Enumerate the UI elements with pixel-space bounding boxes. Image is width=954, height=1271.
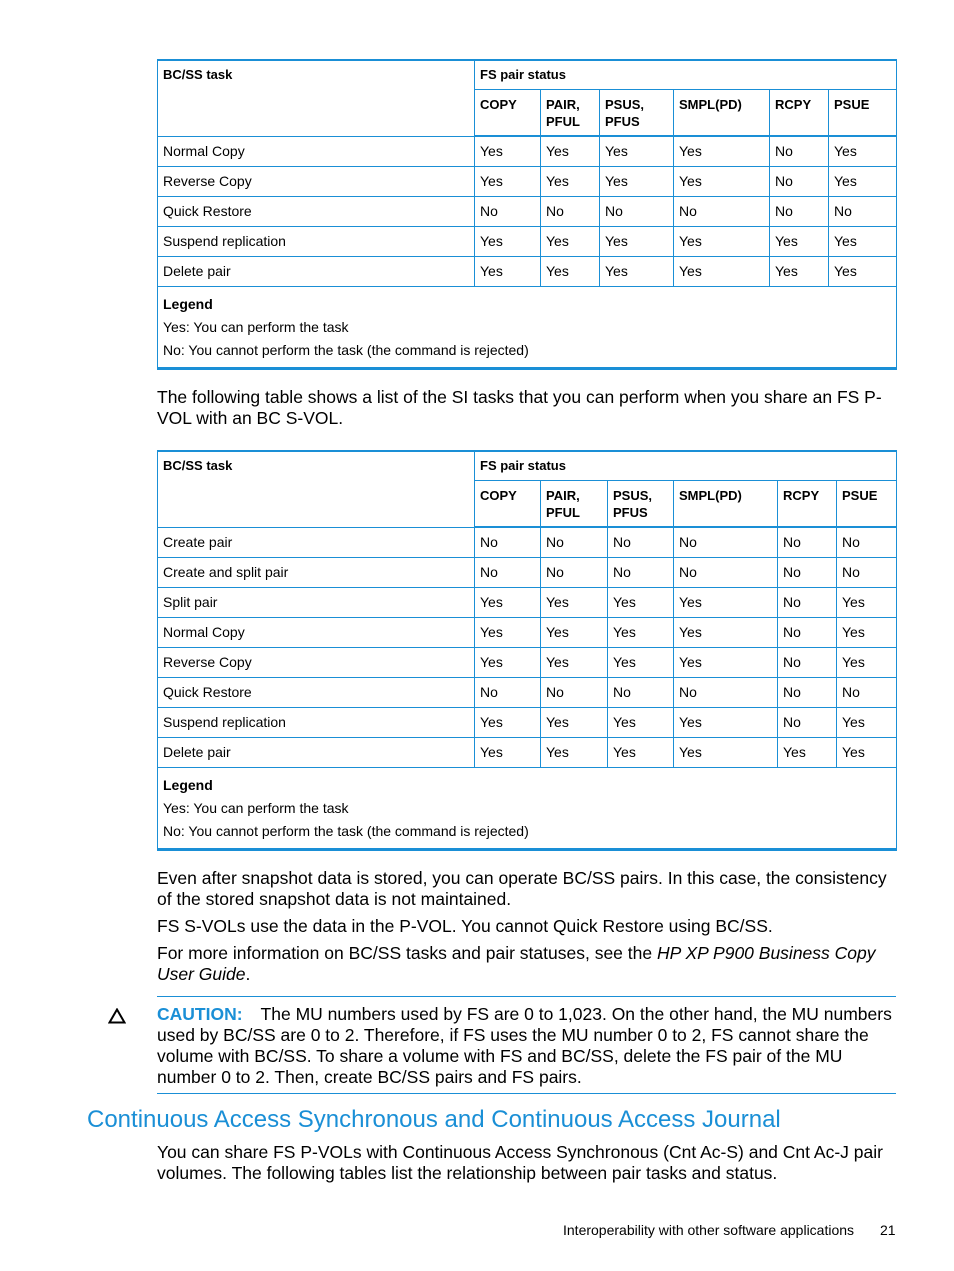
table-row — [158, 136, 897, 166]
status-cell: Yes — [829, 256, 897, 286]
task-cell: Create pair — [158, 527, 475, 557]
status-cell: No — [674, 196, 770, 226]
page-number: 21 — [880, 1222, 896, 1238]
status-cell: Yes — [541, 136, 600, 166]
status-cell: No — [778, 587, 837, 617]
task-cell: Quick Restore — [158, 196, 475, 226]
status-cell: Yes — [600, 166, 674, 196]
caution-text: The MU numbers used by FS are 0 to 1,023. On the other hand, the MU numbers used by BC/SS are 0 to 2. Therefore, if FS uses the MU number 0 to 2, FS cannot share the volume with BC/SS. To share a volume with FS and BC/SS, delete the FS pair of the MU number 0 to 2. Then, create BC/SS pairs and FS pairs. — [157, 1004, 892, 1087]
status-cell: Yes — [674, 707, 778, 737]
legend-cell — [158, 286, 897, 368]
status-cell: No — [837, 527, 897, 557]
status-cell: No — [475, 196, 541, 226]
status-cell: No — [541, 677, 608, 707]
status-cell: Yes — [608, 737, 674, 767]
status-cell: Yes — [475, 737, 541, 767]
status-cell: Yes — [837, 707, 897, 737]
table-row — [158, 677, 897, 707]
status-cell: No — [778, 617, 837, 647]
legend-no: No: You cannot perform the task (the command is rejected) — [163, 341, 529, 358]
intro-paragraph: The following table shows a list of the SI tasks that you can perform when you share an FS P-VOL with an BC S-VOL. — [157, 387, 882, 428]
status-cell: Yes — [674, 226, 770, 256]
status-col-header: COPY — [475, 480, 541, 527]
task-cell: Normal Copy — [158, 617, 475, 647]
status-col-header: RCPY — [778, 480, 837, 527]
section-intro-paragraph: You can share FS P-VOLs with Continuous Access Synchronous (Cnt Ac-S) and Cnt Ac-J pair volumes. The following tables list the relationship between pair tasks and status. — [157, 1142, 883, 1183]
status-cell: No — [541, 557, 608, 587]
task-cell: Split pair — [158, 587, 475, 617]
status-cell: Yes — [829, 226, 897, 256]
status-cell: Yes — [837, 587, 897, 617]
status-cell: Yes — [837, 737, 897, 767]
task-cell: Delete pair — [158, 256, 475, 286]
status-col-header: SMPL(PD) — [674, 89, 770, 136]
table-row — [158, 196, 897, 226]
status-cell: Yes — [674, 737, 778, 767]
status-cell: Yes — [674, 256, 770, 286]
status-cell: Yes — [778, 737, 837, 767]
reference-paragraph — [157, 943, 897, 985]
task-cell: Quick Restore — [158, 677, 475, 707]
status-cell: Yes — [475, 166, 541, 196]
table-row — [158, 707, 897, 737]
status-cell: Yes — [541, 617, 608, 647]
task-column-header: BC/SS task — [158, 60, 475, 136]
status-cell: No — [608, 557, 674, 587]
status-cell: No — [778, 527, 837, 557]
snapshot-paragraph: Even after snapshot data is stored, you can operate BC/SS pairs. In this case, the consistency of the stored snapshot data is not maintained. — [157, 868, 887, 909]
status-cell: No — [674, 527, 778, 557]
status-cell: Yes — [608, 587, 674, 617]
status-cell: No — [778, 707, 837, 737]
status-cell: No — [541, 527, 608, 557]
status-cell: No — [829, 196, 897, 226]
status-cell: Yes — [674, 587, 778, 617]
status-column-header: FS pair status — [475, 60, 897, 89]
status-cell: Yes — [475, 226, 541, 256]
legend-title: Legend — [163, 295, 213, 312]
caution-note — [157, 996, 896, 1094]
status-cell: No — [837, 677, 897, 707]
status-cell: No — [778, 647, 837, 677]
caution-body — [157, 1004, 897, 1088]
legend-yes: Yes: You can perform the task — [163, 799, 349, 816]
legend-row — [158, 286, 897, 368]
status-cell: Yes — [475, 647, 541, 677]
status-column-header: FS pair status — [475, 451, 897, 480]
table-row — [158, 557, 897, 587]
status-cell: No — [600, 196, 674, 226]
legend-no: No: You cannot perform the task (the command is rejected) — [163, 822, 529, 839]
status-cell: No — [541, 196, 600, 226]
task-cell: Suspend replication — [158, 707, 475, 737]
task-cell: Reverse Copy — [158, 647, 475, 677]
table-row — [158, 647, 897, 677]
status-cell: No — [778, 677, 837, 707]
legend-yes: Yes: You can perform the task — [163, 318, 349, 335]
status-cell: Yes — [475, 617, 541, 647]
table-row — [158, 617, 897, 647]
task-cell: Reverse Copy — [158, 166, 475, 196]
bcss-task-table-2 — [157, 450, 897, 851]
status-cell: Yes — [608, 707, 674, 737]
status-cell: No — [770, 136, 829, 166]
status-cell: Yes — [600, 256, 674, 286]
status-cell: No — [778, 557, 837, 587]
status-cell: Yes — [837, 647, 897, 677]
status-cell: No — [770, 196, 829, 226]
status-cell: Yes — [475, 256, 541, 286]
status-cell: Yes — [541, 256, 600, 286]
status-cell: Yes — [600, 136, 674, 166]
status-cell: Yes — [600, 226, 674, 256]
status-cell: Yes — [829, 136, 897, 166]
legend-cell — [158, 767, 897, 849]
status-cell: No — [674, 557, 778, 587]
task-cell: Suspend replication — [158, 226, 475, 256]
task-cell: Create and split pair — [158, 557, 475, 587]
status-col-header: SMPL(PD) — [674, 480, 778, 527]
footer-chapter-title: Interoperability with other software applications — [563, 1222, 855, 1238]
status-cell: Yes — [608, 617, 674, 647]
status-cell: No — [837, 557, 897, 587]
status-cell: Yes — [541, 166, 600, 196]
status-cell: Yes — [674, 647, 778, 677]
status-cell: Yes — [541, 707, 608, 737]
task-cell: Normal Copy — [158, 136, 475, 166]
status-col-header: PSUE — [837, 480, 897, 527]
status-cell: Yes — [770, 226, 829, 256]
table-row — [158, 587, 897, 617]
status-cell: No — [608, 677, 674, 707]
status-col-header: PSUE — [829, 89, 897, 136]
status-col-header: PAIR, PFUL — [541, 480, 608, 527]
reference-suffix: . — [245, 964, 251, 984]
reference-prefix: For more information on BC/SS tasks and pair statuses, see the — [157, 943, 657, 963]
warning-triangle-icon — [108, 1008, 126, 1024]
status-cell: Yes — [475, 587, 541, 617]
status-cell: Yes — [829, 166, 897, 196]
section-heading: Continuous Access Synchronous and Continuous Access Journal — [87, 1106, 781, 1133]
table-row — [158, 256, 897, 286]
task-column-header: BC/SS task — [158, 451, 475, 527]
status-col-header: PSUS, PFUS — [600, 89, 674, 136]
table-row — [158, 226, 897, 256]
status-cell: Yes — [541, 647, 608, 677]
status-cell: Yes — [541, 226, 600, 256]
status-cell: Yes — [541, 737, 608, 767]
legend-row — [158, 767, 897, 849]
table-row — [158, 737, 897, 767]
status-cell: No — [475, 677, 541, 707]
status-cell: Yes — [674, 166, 770, 196]
status-col-header: PAIR, PFUL — [541, 89, 600, 136]
status-cell: No — [608, 527, 674, 557]
status-cell: No — [475, 527, 541, 557]
status-cell: Yes — [608, 647, 674, 677]
caution-label: CAUTION: — [157, 1004, 243, 1024]
table-row — [158, 527, 897, 557]
status-cell: No — [475, 557, 541, 587]
task-cell: Delete pair — [158, 737, 475, 767]
status-cell: Yes — [674, 617, 778, 647]
status-cell: Yes — [770, 256, 829, 286]
status-cell: Yes — [541, 587, 608, 617]
status-cell: Yes — [837, 617, 897, 647]
guide-title: HP XP P900 Business Copy User Guide — [157, 943, 876, 984]
svol-paragraph: FS S-VOLs use the data in the P-VOL. You cannot Quick Restore using BC/SS. — [157, 916, 773, 936]
status-col-header: COPY — [475, 89, 541, 136]
status-col-header: RCPY — [770, 89, 829, 136]
bcss-task-table-1 — [157, 59, 897, 370]
status-cell: Yes — [475, 136, 541, 166]
legend-title: Legend — [163, 776, 213, 793]
status-cell: Yes — [475, 707, 541, 737]
status-cell: No — [674, 677, 778, 707]
status-col-header: PSUS, PFUS — [608, 480, 674, 527]
status-cell: Yes — [674, 136, 770, 166]
status-cell: No — [770, 166, 829, 196]
table-row — [158, 166, 897, 196]
